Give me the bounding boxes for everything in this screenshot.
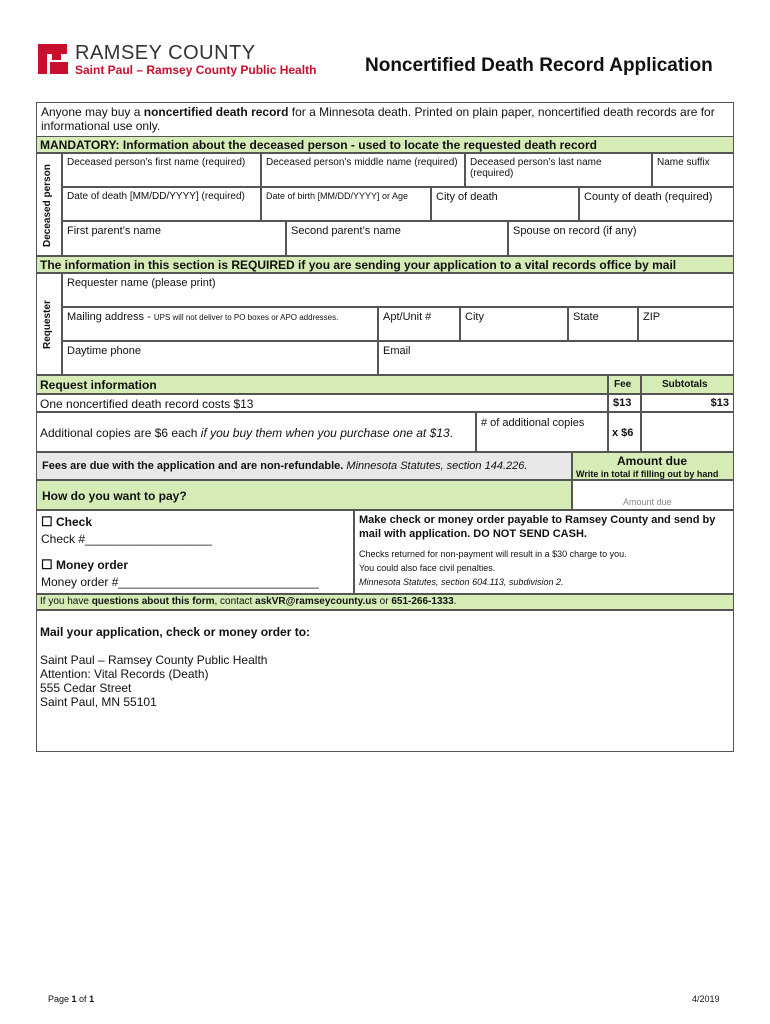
mailing-address-label	[63, 308, 342, 326]
middle-name-label: Deceased person’s middle name (required)	[266, 157, 458, 168]
org-name: RAMSEY COUNTY	[75, 42, 256, 64]
money-order-checkbox-icon[interactable]: ☐	[41, 557, 53, 572]
spouse-label: Spouse on record (if any)	[513, 225, 637, 237]
apt-field[interactable]	[378, 307, 460, 341]
last-name-field[interactable]	[465, 153, 652, 187]
second-parent-label: Second parent’s name	[291, 225, 401, 237]
x6-cell	[608, 412, 641, 452]
additional-text	[40, 426, 453, 440]
phone-label: Daytime phone	[67, 345, 141, 357]
requester-side	[36, 273, 62, 375]
intro-box	[36, 102, 734, 136]
date-of-birth-field[interactable]	[261, 187, 431, 221]
org-subname: Saint Paul – Ramsey County Public Health	[75, 63, 317, 77]
mail-box	[36, 610, 734, 752]
subtotal-13-cell	[641, 394, 734, 412]
additional-italic: if you buy them when you purchase one at $13	[200, 426, 450, 440]
x6: x $6	[612, 427, 634, 439]
contact-phone[interactable]: 651-266-1333	[391, 596, 454, 607]
fees-due-bold: Fees are due with the application and are non-refundable.	[42, 460, 344, 472]
fees-due-statute: Minnesota Statutes, section 144.226.	[346, 460, 528, 472]
payment-title: How do you want to pay?	[42, 489, 187, 503]
middle-name-field[interactable]	[261, 153, 465, 187]
subtotal-13: $13	[710, 397, 729, 409]
county-of-death-field[interactable]	[579, 187, 734, 221]
suffix-label: Name suffix	[657, 157, 710, 168]
payment-title-bar	[36, 480, 572, 510]
payable-text: Make check or money order payable to Ramsey County and send by mail with application. DO NOT SEND CASH.	[359, 514, 716, 540]
amount-due-header	[572, 452, 734, 480]
mail-line-4: Saint Paul, MN 55101	[40, 695, 157, 709]
deceased-side-label: Deceased person	[42, 164, 53, 247]
check-checkbox-icon[interactable]: ☐	[41, 514, 53, 529]
email-label: Email	[383, 345, 411, 357]
request-title-bar	[36, 375, 608, 394]
subtotals-header-cell	[641, 375, 734, 394]
logo	[38, 44, 70, 74]
payment-options	[36, 510, 354, 594]
amount-due-small: Amount due	[623, 497, 672, 507]
fee-13: $13	[613, 397, 632, 409]
first-name-field[interactable]	[62, 153, 261, 187]
contact-end: .	[453, 596, 457, 607]
additional-prefix: Additional copies are $6 each	[40, 426, 201, 440]
civil-text: You could also face civil penalties.	[359, 563, 496, 573]
request-title: Request information	[40, 378, 157, 392]
spouse-field[interactable]	[508, 221, 734, 256]
second-parent-field[interactable]	[286, 221, 508, 256]
deceased-section-title: MANDATORY: Information about the deceased person - used to locate the requested death record	[36, 136, 734, 153]
amount-due-note: Write in total if filling out by hand	[576, 469, 719, 479]
contact-bar	[36, 594, 734, 610]
mail-line-3: 555 Cedar Street	[40, 681, 132, 695]
fee-header-cell	[608, 375, 641, 394]
check-number[interactable]: Check #___________________	[41, 532, 212, 546]
returned-text: Checks returned for non-payment will result in a $30 charge to you.	[359, 549, 627, 559]
county-of-death-label: County of death (required)	[584, 191, 713, 203]
contact-mid: , contact	[214, 596, 256, 607]
state-field[interactable]	[568, 307, 638, 341]
fees-due-row	[36, 452, 572, 480]
subtotals-header: Subtotals	[662, 379, 708, 390]
page-total: 1	[89, 994, 95, 1004]
additional-subtotal-field[interactable]	[641, 412, 734, 452]
state-label: State	[573, 311, 599, 323]
money-order-number[interactable]: Money order #______________________________	[41, 575, 319, 589]
check-label: Check	[56, 515, 93, 529]
amount-due-label: Amount due	[617, 454, 687, 468]
intro-text-2: for a Minnesota death. Printed on plain paper, noncertified death records are for informational use only.	[41, 105, 715, 133]
apt-label: Apt/Unit #	[383, 311, 432, 323]
date-of-death-field[interactable]	[62, 187, 261, 221]
city-field[interactable]	[460, 307, 568, 341]
deceased-side	[36, 153, 62, 256]
first-parent-label: First parent’s name	[67, 225, 161, 237]
suffix-field[interactable]	[652, 153, 734, 187]
mail-line-2: Attention: Vital Records (Death)	[40, 667, 209, 681]
revision-date: 4/2019	[692, 994, 720, 1004]
mailing-address-field[interactable]	[62, 307, 378, 341]
fees-due-text	[42, 460, 527, 472]
mail-heading: Mail your application, check or money order to:	[40, 625, 311, 639]
date-of-birth-label: Date of birth [MM/DD/YYYY] or Age	[266, 191, 409, 201]
city-of-death-label: City of death	[436, 191, 498, 203]
one-record-text: One noncertified death record costs $13	[40, 397, 254, 411]
num-copies-field[interactable]	[476, 412, 608, 452]
email-field[interactable]	[378, 341, 734, 375]
first-parent-field[interactable]	[62, 221, 286, 256]
fee-13-cell	[608, 394, 641, 412]
mailing-note: UPS will not deliver to PO boxes or APO addresses.	[153, 313, 339, 322]
payment-statute: Minnesota Statutes, section 604.113, subdivision 2.	[359, 577, 564, 587]
fee-header: Fee	[614, 379, 632, 390]
ramsey-logo-icon	[38, 44, 70, 74]
amount-due-field[interactable]	[572, 480, 734, 510]
money-order-label: Money order	[56, 558, 129, 572]
phone-field[interactable]	[62, 341, 378, 375]
payment-instructions	[354, 510, 734, 594]
requester-section-title: The information in this section is REQUIRED if you are sending your application to a vital records office by mail	[36, 256, 734, 273]
date-of-death-label: Date of death [MM/DD/YYYY] (required)	[67, 191, 245, 202]
check-option[interactable]	[41, 514, 92, 530]
contact-or: or	[376, 596, 392, 607]
first-name-label: Deceased person’s first name (required)	[67, 157, 246, 168]
requester-side-label: Requester	[42, 300, 53, 350]
last-name-label: Deceased person’s last name (required)	[470, 157, 602, 179]
contact-email[interactable]: askVR@ramseycounty.us	[255, 596, 377, 607]
contact-bold: questions about this form	[91, 596, 215, 607]
page-word: Page	[48, 994, 72, 1004]
zip-field[interactable]	[638, 307, 734, 341]
contact-prefix: If you have	[40, 596, 92, 607]
of-word: of	[76, 994, 90, 1004]
page-num: 1	[71, 994, 77, 1004]
intro-text-1: Anyone may buy a	[41, 105, 144, 119]
additional-row	[36, 412, 476, 452]
num-copies-label: # of additional copies	[481, 417, 585, 429]
requester-name-label: Requester name (please print)	[67, 277, 216, 289]
city-label: City	[465, 311, 484, 323]
requester-name-field[interactable]	[62, 273, 734, 307]
page-title: Noncertified Death Record Application	[365, 55, 713, 76]
mail-line-1: Saint Paul – Ramsey County Public Health	[40, 653, 268, 667]
mailing-address-text: Mailing address -	[67, 311, 154, 323]
city-of-death-field[interactable]	[431, 187, 579, 221]
additional-suffix: .	[449, 426, 453, 440]
one-record-row	[36, 394, 608, 412]
zip-label: ZIP	[643, 311, 661, 323]
money-order-option[interactable]	[41, 557, 128, 573]
page-number	[48, 994, 94, 1004]
intro-bold: noncertified death record	[143, 105, 289, 119]
